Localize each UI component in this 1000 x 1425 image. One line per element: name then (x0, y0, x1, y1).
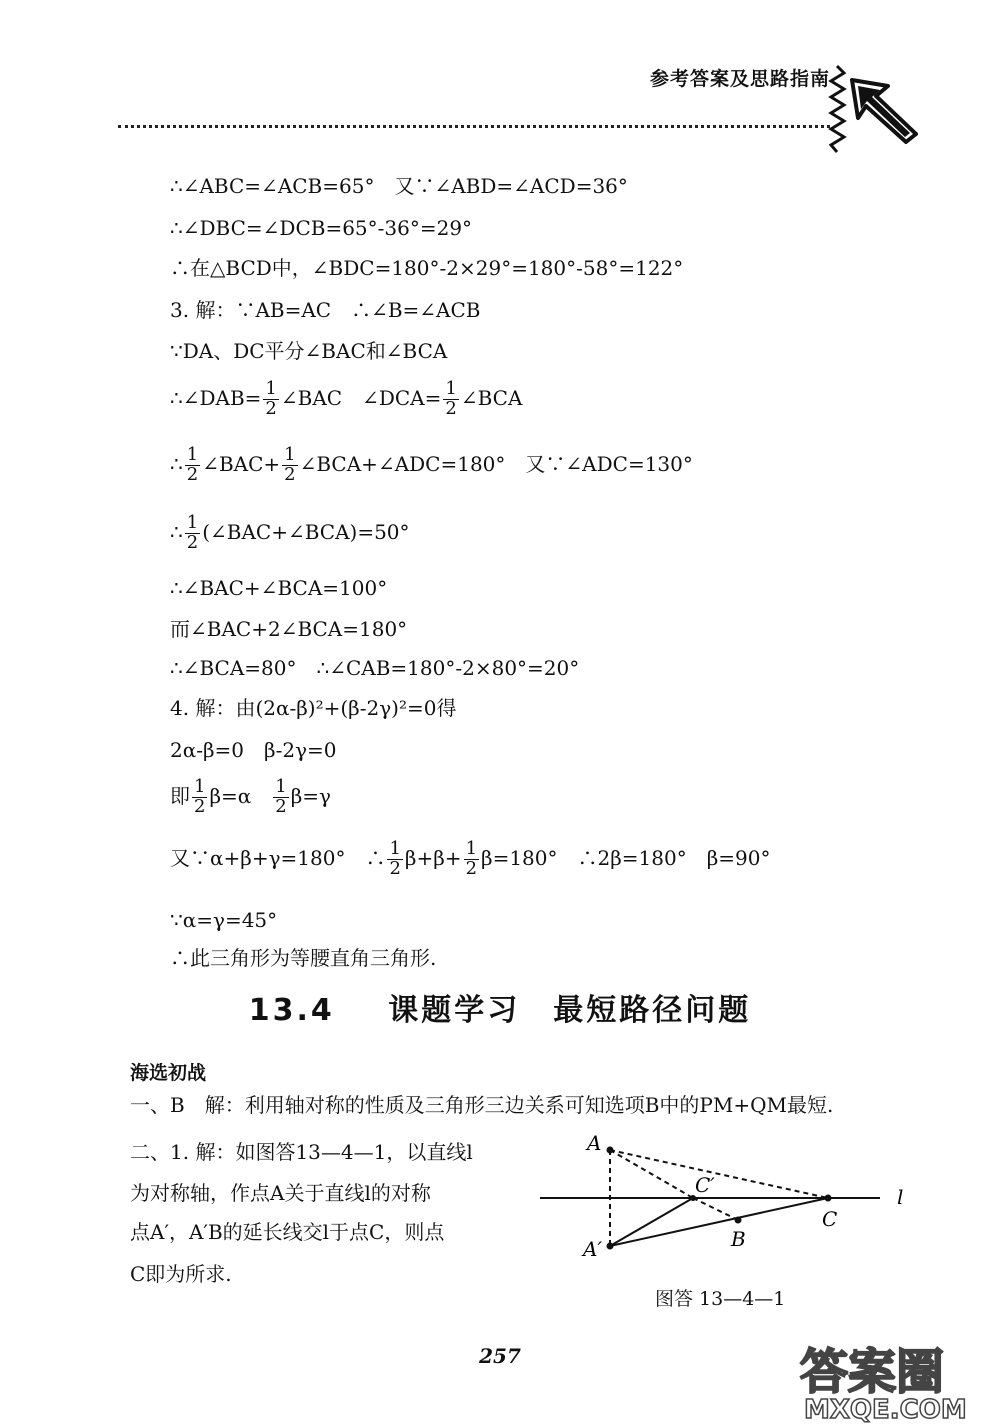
section-name: 课题学习 最短路径问题 (388, 993, 752, 1028)
fraction: $\frac{1}{2}$ (445, 378, 457, 419)
point-a (607, 1147, 614, 1154)
fraction: $\frac{1}{2}$ (265, 378, 277, 419)
label-c: C (822, 1207, 838, 1231)
solution-line-12: 4. 解：由(2α-β)²+(β-2γ)²=0得 (170, 696, 457, 720)
answer-2-line-3: 点A′，A′B的延长线交l于点C，则点 (130, 1220, 445, 1244)
label-aprime: A′ (583, 1237, 602, 1261)
wave-ornament-icon (826, 64, 848, 154)
segment-aprime-cprime (610, 1198, 693, 1246)
answer-2-line-1: 二、1. 解：如图答13—4—1，以直线l (130, 1140, 473, 1164)
solution-line-14: 即 $\frac{1}{2}$ β=α $\frac{1}{2}$ β=γ (170, 776, 332, 817)
geometry-figure (535, 1128, 915, 1278)
watermark-text: 答案圈 (800, 1344, 945, 1400)
solution-line-1: ∴∠ABC=∠ACB=65° 又∵∠ABD=∠ACD=36° (170, 174, 628, 198)
solution-line-6: ∴∠DAB= $\frac{1}{2}$ ∠BAC ∠DCA= $\frac{1}{2}$ ∠BCA (170, 378, 523, 419)
label-a: A (587, 1131, 602, 1155)
fraction: $\frac{1}{2}$ (275, 776, 287, 817)
segment-a-cprime (610, 1150, 693, 1198)
page-number: 257 (479, 1344, 521, 1368)
subsection-heading: 海选初战 (130, 1062, 207, 1084)
solution-line-17: ∴此三角形为等腰直角三角形. (170, 946, 437, 970)
fraction: $\frac{1}{2}$ (186, 444, 199, 485)
label-b: B (731, 1227, 746, 1251)
point-b (735, 1217, 742, 1224)
section-number: 13.4 (248, 993, 335, 1028)
solution-line-10: 而∠BAC+2∠BCA=180° (170, 617, 408, 641)
answer-2-line-4: C即为所求. (130, 1262, 232, 1286)
watermark-url: MXQE.COM (804, 1395, 967, 1423)
label-cprime: C′ (695, 1173, 715, 1197)
segment-cprime-b (693, 1198, 738, 1220)
section-title (0, 985, 1000, 1029)
answer-2-line-2: 为对称轴，作点A关于直线l的对称 (130, 1181, 431, 1205)
arrow-logo-icon (848, 76, 920, 146)
running-header-title: 参考答案及思路指南 (649, 68, 830, 90)
fraction: $\frac{1}{2}$ (284, 444, 296, 485)
answer-1: 一、B 解：利用轴对称的性质及三角形三边关系可知选项B中的PM+QM最短. (130, 1093, 834, 1117)
solution-line-7: ∴ $\frac{1}{2}$ ∠BAC+ $\frac{1}{2}$ ∠BCA+∠ADC=180° 又∵∠ADC=130° (170, 444, 693, 485)
figure-caption: 图答 13—4—1 (655, 1288, 786, 1310)
solution-line-2: ∴∠DBC=∠DCB=65°-36°=29° (170, 216, 473, 240)
solution-line-16: ∵α=γ=45° (170, 908, 278, 932)
header-dotted-rule (118, 125, 830, 128)
fraction: $\frac{1}{2}$ (465, 838, 478, 879)
label-l: l (897, 1185, 904, 1209)
solution-line-8: ∴ $\frac{1}{2}$ (∠BAC+∠BCA)=50° (170, 512, 410, 553)
fraction: $\frac{1}{2}$ (194, 776, 206, 817)
segment-a-c (610, 1150, 828, 1198)
solution-line-3: ∴在△BCD中，∠BDC=180°-2×29°=180°-58°=122° (170, 256, 684, 280)
fraction: $\frac{1}{2}$ (186, 512, 199, 553)
solution-line-5: ∵DA、DC平分∠BAC和∠BCA (170, 339, 448, 363)
solution-line-15: 又∵α+β+γ=180° ∴ $\frac{1}{2}$ β+β+ $\frac{1}{2}$ β=180° ∴2β=180° β=90° (170, 838, 771, 879)
solution-line-13: 2α-β=0 β-2γ=0 (170, 738, 337, 762)
solution-line-4: 3. 解：∵AB=AC ∴∠B=∠ACB (170, 298, 481, 322)
segment-aprime-c (610, 1198, 828, 1246)
solution-line-9: ∴∠BAC+∠BCA=100° (170, 576, 388, 600)
point-aprime (607, 1243, 614, 1250)
watermark-logo (790, 1338, 995, 1423)
fraction: $\frac{1}{2}$ (389, 838, 401, 879)
solution-line-11: ∴∠BCA=80° ∴∠CAB=180°-2×80°=20° (170, 656, 580, 680)
point-c (825, 1195, 832, 1202)
